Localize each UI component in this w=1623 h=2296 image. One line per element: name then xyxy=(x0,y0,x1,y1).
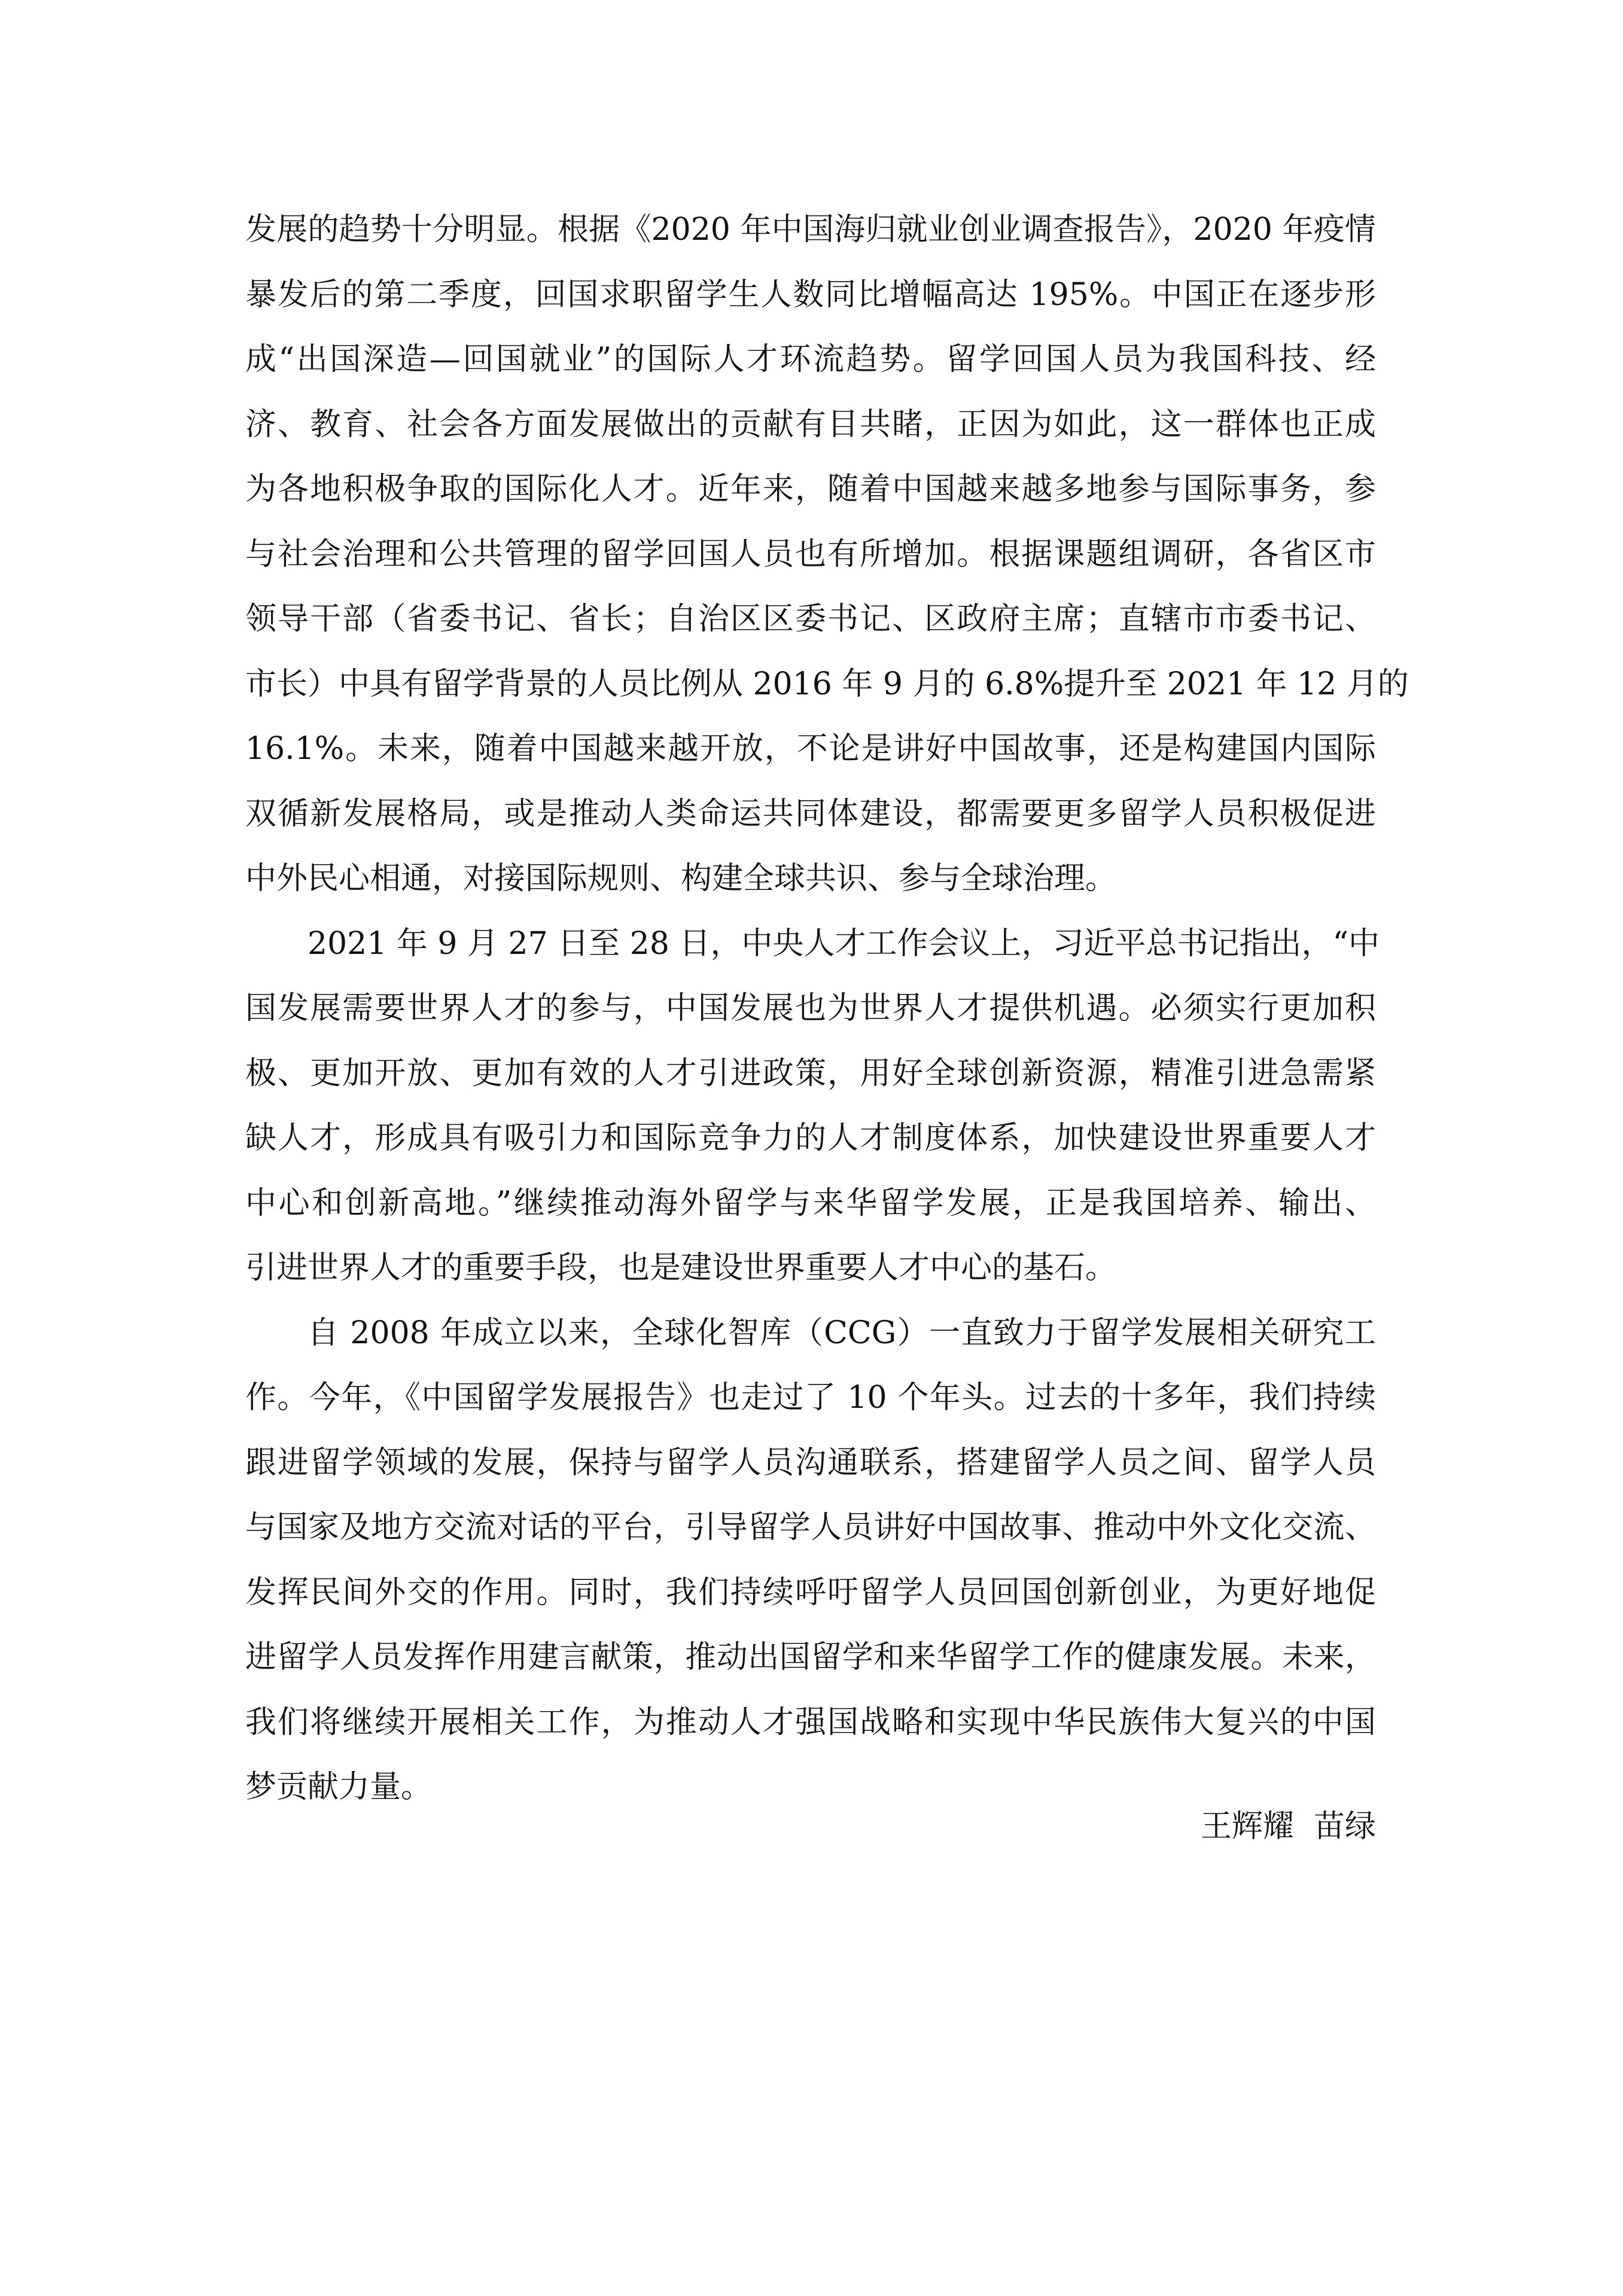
body-text xyxy=(245,197,1409,1820)
text-line: 中心和创新高地。”继续推动海外留学与来华留学发展，正是我国培养、输出、 xyxy=(245,1185,1376,1221)
text-line: 与社会治理和公共管理的留学回国人员也有所增加。根据课题组调研，各省区市 xyxy=(245,536,1376,572)
text-line: 发挥民间外交的作用。同时，我们持续呼吁留学人员回国创新创业，为更好地促 xyxy=(245,1574,1376,1611)
text-line: 市长）中具有留学背景的人员比例从 2016 年 9 月的 6.8%提升至 2021 年 12 月的 xyxy=(245,666,1409,702)
text-line: 梦贡献力量。 xyxy=(245,1769,433,1805)
text-line: 跟进留学领域的发展，保持与留学人员沟通联系，搭建留学人员之间、留学人员 xyxy=(245,1444,1376,1481)
text-line: 成“出国深造—回国就业”的国际人才环流趋势。留学回国人员为我国科技、经 xyxy=(245,341,1376,377)
text-line: 中外民心相通，对接国际规则、构建全球共识、参与全球治理。 xyxy=(245,861,1117,897)
text-line: 作。今年，《中国留学发展报告》也走过了 10 个年头。过去的十多年，我们持续 xyxy=(245,1380,1376,1416)
text-line: 进留学人员发挥作用建言献策，推动出国留学和来华留学工作的健康发展。未来， xyxy=(245,1639,1376,1675)
text-line: 与国家及地方交流对话的平台，引导留学人员讲好中国故事、推动中外文化交流、 xyxy=(245,1510,1376,1545)
author-signature: 王辉耀 苗绿 xyxy=(1200,1809,1376,1844)
text-line: 缺人才，形成具有吸引力和国际竞争力的人才制度体系，加快建设世界重要人才 xyxy=(245,1120,1376,1156)
text-line: 领导干部（省委书记、省长；自治区区委书记、区政府主席；直辖市市委书记、 xyxy=(245,601,1376,637)
text-line: 暴发后的第二季度，回国求职留学生人数同比增幅高达 195%。中国正在逐步形 xyxy=(245,276,1376,313)
text-line: 我们将继续开展相关工作，为推动人才强国战略和实现中华民族伟大复兴的中国 xyxy=(245,1704,1376,1740)
text-line: 国发展需要世界人才的参与，中国发展也为世界人才提供机遇。必须实行更加积 xyxy=(245,990,1376,1026)
text-line: 发展的趋势十分明显。根据《2020 年中国海归就业创业调查报告》，2020 年疫情 xyxy=(245,212,1376,248)
text-line: 自 2008 年成立以来，全球化智库（CCG）一直致力于留学发展相关研究工 xyxy=(307,1315,1376,1351)
text-line: 引进世界人才的重要手段，也是建设世界重要人才中心的基石。 xyxy=(245,1250,1117,1286)
text-line: 双循新发展格局，或是推动人类命运共同体建设，都需要更多留学人员积极促进 xyxy=(245,795,1376,832)
text-line: 济、教育、社会各方面发展做出的贡献有目共睹，正因为如此，这一群体也正成 xyxy=(245,406,1376,443)
text-line: 极、更加开放、更加有效的人才引进政策，用好全球创新资源，精准引进急需紧 xyxy=(245,1055,1376,1091)
text-line: 16.1%。未来，随着中国越来越开放，不论是讲好中国故事，还是构建国内国际 xyxy=(245,731,1376,767)
text-line: 为各地积极争取的国际化人才。近年来，随着中国越来越多地参与国际事务，参 xyxy=(245,471,1376,507)
text-line: 2021 年 9 月 27 日至 28 日，中央人才工作会议上，习近平总书记指出，“中 xyxy=(307,925,1380,962)
